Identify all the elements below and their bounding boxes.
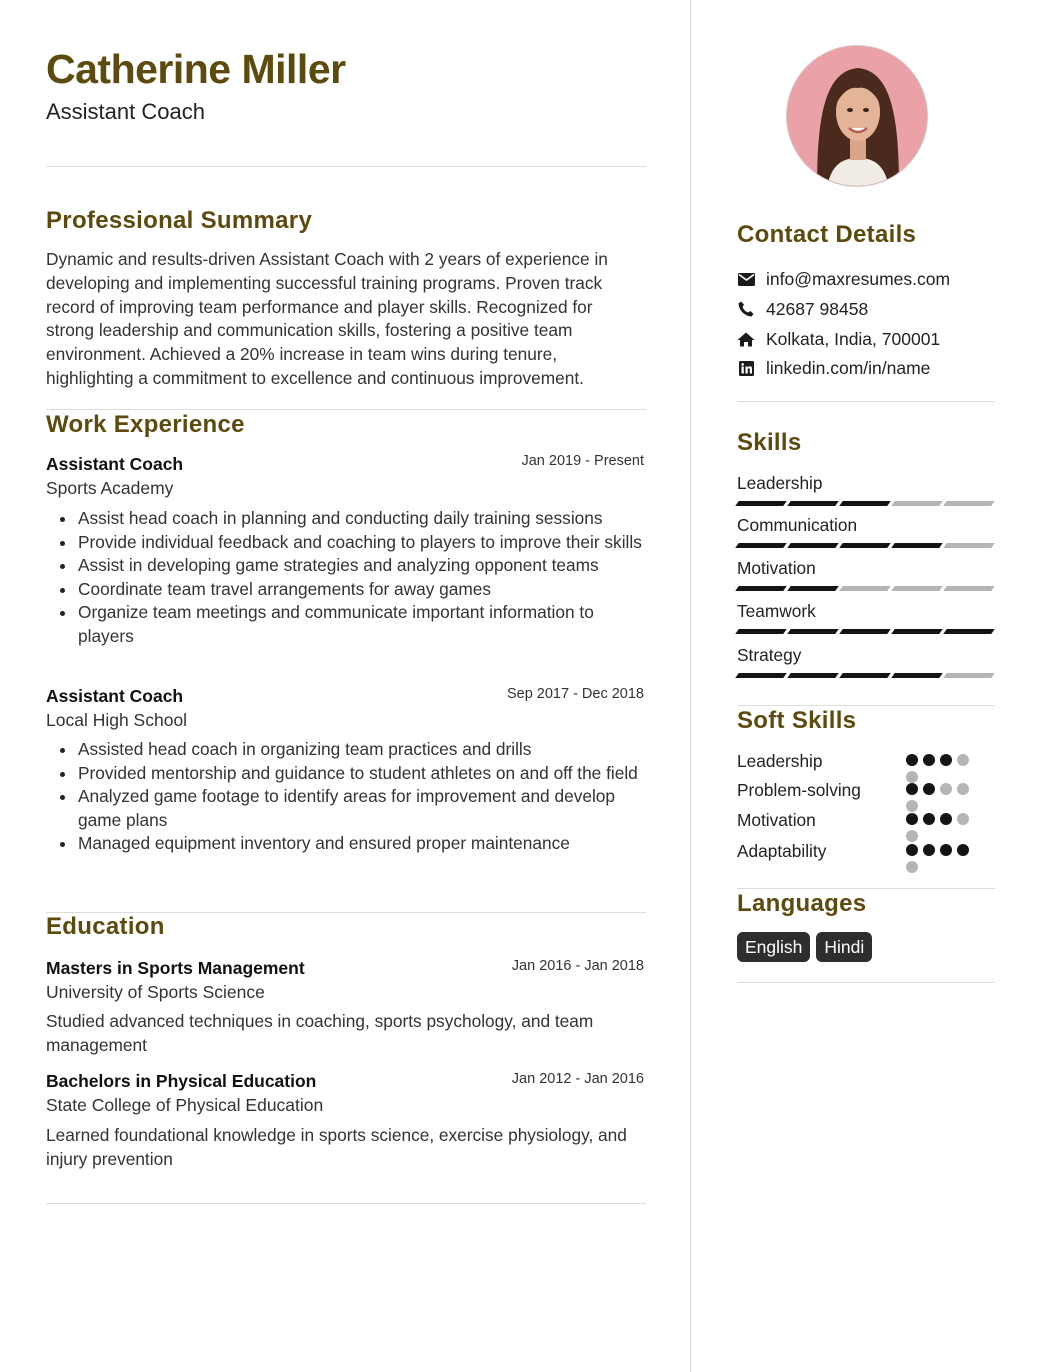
skill-level-segment bbox=[787, 629, 839, 634]
job-date: Sep 2017 - Dec 2018 bbox=[506, 686, 644, 702]
languages-list bbox=[737, 932, 872, 962]
envelope-icon bbox=[737, 270, 755, 288]
soft-skill-label: Problem-solving bbox=[737, 780, 861, 800]
rating-dot bbox=[906, 800, 918, 812]
skill-level-segment bbox=[943, 543, 995, 548]
language-badge: Hindi bbox=[816, 932, 872, 962]
contact-email[interactable] bbox=[737, 268, 950, 290]
experience-heading: Work Experience bbox=[46, 411, 245, 438]
job-date: Jan 2019 - Present bbox=[521, 453, 644, 469]
soft-skill-rating bbox=[906, 844, 982, 873]
rating-dot bbox=[906, 830, 918, 842]
skill-label: Motivation bbox=[737, 558, 816, 578]
skill-level-bar bbox=[737, 673, 993, 678]
languages-divider bbox=[737, 982, 995, 983]
rating-dot bbox=[957, 754, 969, 766]
job-title: Assistant Coach bbox=[46, 454, 184, 474]
education-date: Jan 2016 - Jan 2018 bbox=[511, 958, 644, 974]
rating-dot bbox=[923, 813, 935, 825]
list-item: Coordinate team travel arrangements for away games bbox=[60, 578, 645, 602]
rating-dot bbox=[940, 813, 952, 825]
soft-skill-label: Adaptability bbox=[737, 841, 827, 861]
list-item: Analyzed game footage to identify areas for improvement and develop game plans bbox=[60, 785, 645, 832]
skill-label: Leadership bbox=[737, 473, 823, 493]
skill-level-segment bbox=[943, 629, 995, 634]
skill-label: Communication bbox=[737, 515, 858, 535]
rating-dot bbox=[906, 754, 918, 766]
rating-dot bbox=[957, 783, 969, 795]
skill-level-segment bbox=[735, 629, 787, 634]
summary-divider bbox=[46, 409, 646, 410]
skill-level-segment bbox=[787, 543, 839, 548]
job-title: Assistant Coach bbox=[46, 686, 184, 706]
skill-level-segment bbox=[787, 586, 839, 591]
skill-level-segment bbox=[943, 501, 995, 506]
contact-phone[interactable] bbox=[737, 298, 868, 320]
skill-level-segment bbox=[839, 543, 891, 548]
email-text: info@maxresumes.com bbox=[766, 268, 951, 289]
avatar-portrait-icon bbox=[787, 46, 928, 187]
skill-level-segment bbox=[891, 673, 943, 678]
skill-level-segment bbox=[787, 673, 839, 678]
rating-dot bbox=[923, 754, 935, 766]
skill-level-bar bbox=[737, 501, 993, 506]
contact-address bbox=[737, 328, 940, 350]
education-desc: Learned foundational knowledge in sports science, exercise physiology, and injury prevention bbox=[46, 1125, 627, 1169]
skill-level-segment bbox=[735, 543, 787, 548]
contact-linkedin[interactable] bbox=[737, 357, 930, 379]
skill-level-segment bbox=[839, 501, 891, 506]
education-date: Jan 2012 - Jan 2016 bbox=[511, 1071, 644, 1087]
soft-skills-divider bbox=[737, 888, 995, 889]
job-bullets bbox=[60, 738, 645, 856]
list-item: Provided mentorship and guidance to student athletes on and off the field bbox=[60, 762, 645, 786]
education-heading: Education bbox=[46, 913, 165, 940]
skill-level-segment bbox=[891, 501, 943, 506]
linkedin-icon bbox=[737, 359, 755, 377]
skills-heading: Skills bbox=[737, 429, 802, 456]
rating-dot bbox=[957, 813, 969, 825]
avatar bbox=[786, 45, 928, 187]
linkedin-text: linkedin.com/in/name bbox=[766, 357, 931, 378]
school-name: University of Sports Science bbox=[46, 982, 265, 1002]
skill-level-segment bbox=[891, 543, 943, 548]
list-item: Assist head coach in planning and conducting daily training sessions bbox=[60, 507, 645, 531]
skill-level-segment bbox=[839, 586, 891, 591]
skill-level-segment bbox=[943, 673, 995, 678]
skill-level-segment bbox=[891, 629, 943, 634]
summary-text: Dynamic and results-driven Assistant Coach with 2 years of experience in developing and implementing successful training programs. Proven track record of improving team performance and player skills. Recognized for strong leadership and communication skills, fostering a positive team environment. Achieved a 20% increase in team wins during tenure, highlighting a commitment to excellence and continuous improvement. bbox=[46, 249, 608, 388]
list-item: Assist in developing game strategies and analyzing opponent teams bbox=[60, 554, 645, 578]
skill-level-segment bbox=[891, 586, 943, 591]
candidate-title: Assistant Coach bbox=[46, 99, 205, 124]
home-icon bbox=[737, 330, 755, 348]
phone-text: 42687 98458 bbox=[766, 298, 869, 319]
skill-level-bar bbox=[737, 629, 993, 634]
soft-skill-label: Motivation bbox=[737, 810, 816, 830]
header-divider bbox=[46, 166, 646, 167]
skill-label: Teamwork bbox=[737, 601, 816, 621]
degree-title: Masters in Sports Management bbox=[46, 958, 305, 978]
rating-dot bbox=[923, 844, 935, 856]
list-item: Provide individual feedback and coaching to players to improve their skills bbox=[60, 531, 645, 555]
skill-label: Strategy bbox=[737, 645, 802, 665]
rating-dot bbox=[940, 754, 952, 766]
job-bullets bbox=[60, 507, 645, 648]
column-divider bbox=[690, 0, 691, 1372]
skill-level-bar bbox=[737, 586, 993, 591]
language-badge: English bbox=[737, 932, 810, 962]
soft-skills-heading: Soft Skills bbox=[737, 707, 857, 734]
degree-title: Bachelors in Physical Education bbox=[46, 1071, 317, 1091]
rating-dot bbox=[906, 813, 918, 825]
skill-level-segment bbox=[735, 586, 787, 591]
rating-dot bbox=[957, 844, 969, 856]
candidate-name: Catherine Miller bbox=[46, 46, 346, 92]
soft-skill-rating bbox=[906, 754, 982, 783]
skill-level-segment bbox=[735, 501, 787, 506]
skill-level-segment bbox=[787, 501, 839, 506]
address-text: Kolkata, India, 700001 bbox=[766, 328, 941, 349]
skill-level-segment bbox=[839, 673, 891, 678]
languages-heading: Languages bbox=[737, 890, 867, 917]
school-name: State College of Physical Education bbox=[46, 1095, 324, 1115]
rating-dot bbox=[906, 783, 918, 795]
skill-level-segment bbox=[735, 673, 787, 678]
education-desc: Studied advanced techniques in coaching, sports psychology, and team management bbox=[46, 1011, 594, 1055]
rating-dot bbox=[906, 844, 918, 856]
rating-dot bbox=[940, 844, 952, 856]
soft-skill-label: Leadership bbox=[737, 751, 823, 771]
phone-icon bbox=[737, 300, 755, 318]
skill-level-bar bbox=[737, 543, 993, 548]
rating-dot bbox=[940, 783, 952, 795]
soft-skill-rating bbox=[906, 813, 982, 842]
rating-dot bbox=[906, 861, 918, 873]
summary-heading: Professional Summary bbox=[46, 207, 313, 234]
list-item: Organize team meetings and communicate important information to players bbox=[60, 601, 645, 648]
skill-level-segment bbox=[839, 629, 891, 634]
list-item: Managed equipment inventory and ensured proper maintenance bbox=[60, 832, 645, 856]
job-org: Local High School bbox=[46, 710, 188, 730]
skill-level-segment bbox=[943, 586, 995, 591]
contact-heading: Contact Details bbox=[737, 221, 917, 248]
rating-dot bbox=[923, 783, 935, 795]
soft-skill-rating bbox=[906, 783, 982, 812]
rating-dot bbox=[906, 771, 918, 783]
job-org: Sports Academy bbox=[46, 478, 174, 498]
education-divider bbox=[46, 1203, 646, 1204]
list-item: Assisted head coach in organizing team practices and drills bbox=[60, 738, 645, 762]
contact-divider bbox=[737, 401, 995, 402]
skills-divider bbox=[737, 705, 995, 706]
